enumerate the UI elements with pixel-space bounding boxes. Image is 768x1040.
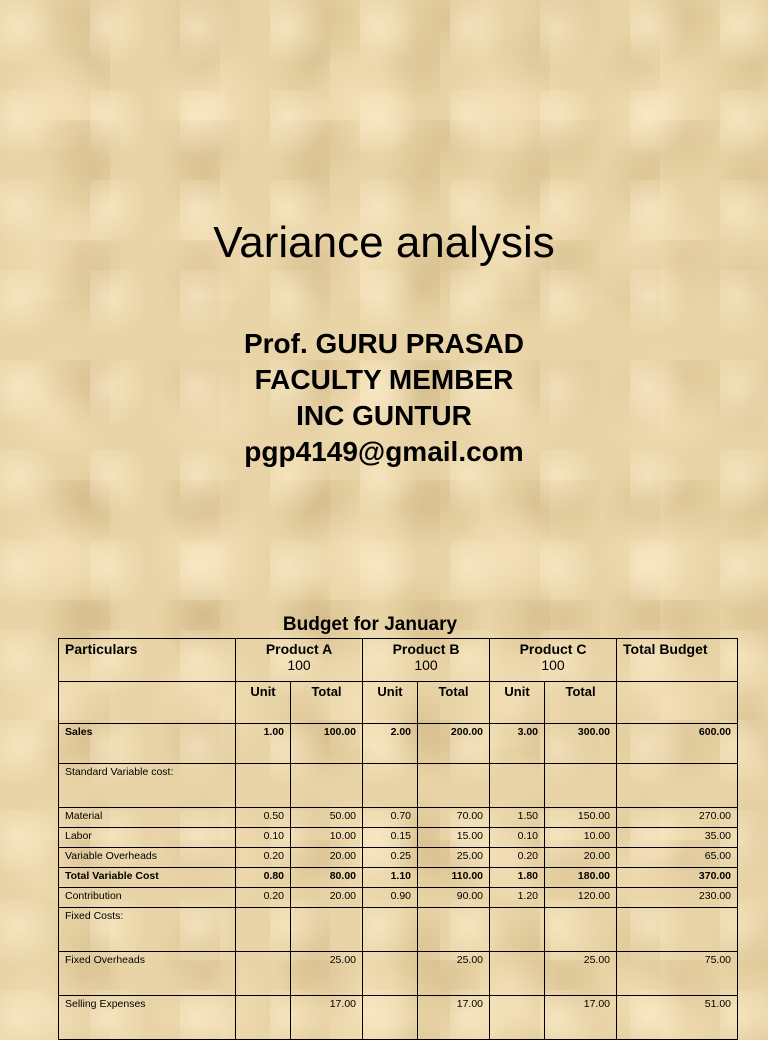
row-value <box>490 996 545 1040</box>
header-product-c-qty: 100 <box>541 657 565 673</box>
table-row <box>59 952 738 996</box>
row-value: 0.50 <box>236 808 291 828</box>
row-value: 0.10 <box>236 828 291 848</box>
row-value: 0.20 <box>236 888 291 908</box>
row-value: 17.00 <box>545 996 617 1040</box>
table-row <box>59 808 738 828</box>
row-value: 1.00 <box>236 724 291 764</box>
subheader-unit-c: Unit <box>490 682 545 724</box>
row-label: Standard Variable cost: <box>59 764 236 808</box>
author-name: Prof. GURU PRASAD <box>243 328 524 359</box>
row-value <box>236 996 291 1040</box>
header-total-budget: Total Budget <box>617 639 738 682</box>
row-value <box>617 764 738 808</box>
row-value <box>236 908 291 952</box>
header-product-c-name: Product C <box>519 641 587 657</box>
row-label: Sales <box>59 724 236 764</box>
table-row <box>59 908 738 952</box>
row-value: 0.90 <box>363 888 418 908</box>
row-value: 65.00 <box>617 848 738 868</box>
row-value: 1.20 <box>490 888 545 908</box>
table-subheader-row <box>59 682 738 724</box>
subheader-total-c: Total <box>545 682 617 724</box>
row-value: 70.00 <box>418 808 490 828</box>
table-row <box>59 996 738 1040</box>
header-product-b-qty: 100 <box>414 657 438 673</box>
row-value <box>363 764 418 808</box>
row-value: 25.00 <box>418 952 490 996</box>
header-product-a <box>236 639 363 682</box>
subheader-total-b: Total <box>418 682 490 724</box>
row-value: 3.00 <box>490 724 545 764</box>
row-value: 150.00 <box>545 808 617 828</box>
slide-title: Variance analysis <box>213 218 555 267</box>
header-product-b-name: Product B <box>392 641 460 657</box>
row-value: 2.00 <box>363 724 418 764</box>
row-label: Variable Overheads <box>59 848 236 868</box>
row-value: 25.00 <box>418 848 490 868</box>
row-value <box>236 952 291 996</box>
row-value: 0.15 <box>363 828 418 848</box>
row-value: 0.80 <box>236 868 291 888</box>
row-value: 25.00 <box>291 952 363 996</box>
row-value <box>363 908 418 952</box>
subheader-unit-a: Unit <box>236 682 291 724</box>
header-product-c <box>490 639 617 682</box>
row-value: 20.00 <box>291 848 363 868</box>
row-value: 10.00 <box>545 828 617 848</box>
row-value: 180.00 <box>545 868 617 888</box>
row-value: 230.00 <box>617 888 738 908</box>
row-value <box>545 764 617 808</box>
author-institution: INC GUNTUR <box>296 400 472 431</box>
row-value <box>236 764 291 808</box>
table-header-row <box>59 639 738 682</box>
row-value: 0.25 <box>363 848 418 868</box>
header-particulars: Particulars <box>59 639 236 682</box>
row-value <box>363 952 418 996</box>
row-value <box>545 908 617 952</box>
author-role: FACULTY MEMBER <box>254 364 514 395</box>
row-value <box>490 952 545 996</box>
row-value: 17.00 <box>291 996 363 1040</box>
table-row <box>59 888 738 908</box>
row-value: 0.10 <box>490 828 545 848</box>
row-value: 25.00 <box>545 952 617 996</box>
row-value: 15.00 <box>418 828 490 848</box>
row-label: Contribution <box>59 888 236 908</box>
table-row <box>59 724 738 764</box>
header-product-a-qty: 100 <box>287 657 311 673</box>
row-label: Total Variable Cost <box>59 868 236 888</box>
row-value: 0.20 <box>490 848 545 868</box>
row-value: 35.00 <box>617 828 738 848</box>
row-value <box>617 908 738 952</box>
header-product-b <box>363 639 490 682</box>
header-product-a-name: Product A <box>265 641 333 657</box>
row-label: Material <box>59 808 236 828</box>
row-value: 100.00 <box>291 724 363 764</box>
table-row <box>59 828 738 848</box>
row-value: 270.00 <box>617 808 738 828</box>
row-value <box>363 996 418 1040</box>
row-value: 0.70 <box>363 808 418 828</box>
row-value: 20.00 <box>291 888 363 908</box>
row-value: 10.00 <box>291 828 363 848</box>
row-value: 51.00 <box>617 996 738 1040</box>
row-value: 20.00 <box>545 848 617 868</box>
author-email: pgp4149@gmail.com <box>244 436 524 467</box>
subheader-total-a: Total <box>291 682 363 724</box>
row-value: 120.00 <box>545 888 617 908</box>
row-value: 1.50 <box>490 808 545 828</box>
row-value: 50.00 <box>291 808 363 828</box>
row-value: 370.00 <box>617 868 738 888</box>
row-value: 80.00 <box>291 868 363 888</box>
row-value: 90.00 <box>418 888 490 908</box>
row-value <box>291 908 363 952</box>
subheader-blank-total <box>617 682 738 724</box>
author-block <box>0 326 768 470</box>
subheader-blank <box>59 682 236 724</box>
row-value: 17.00 <box>418 996 490 1040</box>
row-value <box>418 764 490 808</box>
row-label: Fixed Overheads <box>59 952 236 996</box>
row-value <box>490 908 545 952</box>
row-value <box>490 764 545 808</box>
table-row <box>59 868 738 888</box>
row-label: Fixed Costs: <box>59 908 236 952</box>
row-value: 1.80 <box>490 868 545 888</box>
row-value <box>418 908 490 952</box>
budget-title: Budget for January <box>282 614 458 635</box>
row-value: 0.20 <box>236 848 291 868</box>
row-value <box>291 764 363 808</box>
budget-table <box>58 638 738 1040</box>
row-value: 75.00 <box>617 952 738 996</box>
row-value: 200.00 <box>418 724 490 764</box>
table-row <box>59 764 738 808</box>
row-value: 300.00 <box>545 724 617 764</box>
row-value: 1.10 <box>363 868 418 888</box>
subheader-unit-b: Unit <box>363 682 418 724</box>
row-value: 600.00 <box>617 724 738 764</box>
row-value: 110.00 <box>418 868 490 888</box>
row-label: Selling Expenses <box>59 996 236 1040</box>
row-label: Labor <box>59 828 236 848</box>
table-row <box>59 848 738 868</box>
